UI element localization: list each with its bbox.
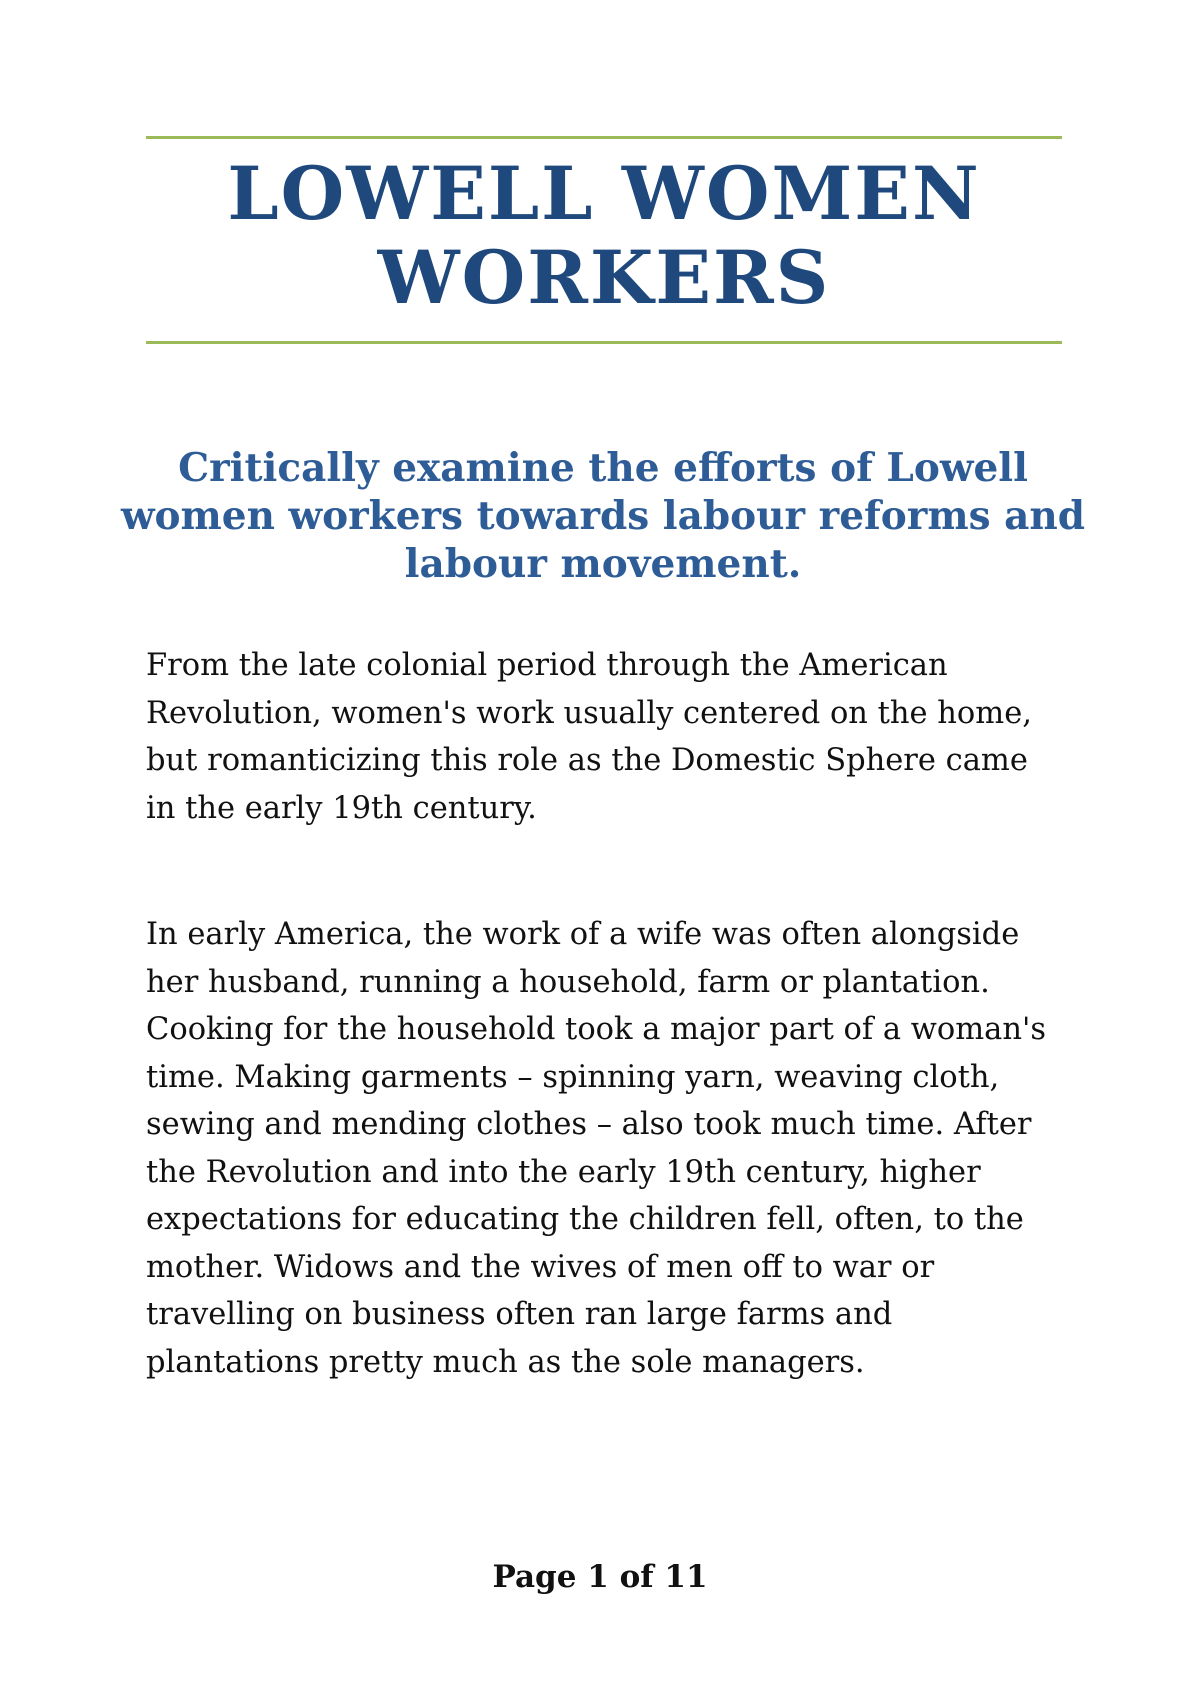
page-number-footer: Page 1 of 11 — [492, 1559, 708, 1595]
body-paragraph-2: In early America, the work of a wife was often alongside her husband, running a household, farm or plantation. Cooking for the household took a major part of a woman's time. Making garments – spinning yarn, weaving cloth, sewing and mending clothes – also took much time. After the Revolution and into the early 19th century, higher expectations for educating the children fell, often, to the mother. Widows and the wives of men off to war or travelling on business often ran large farms and plantations pretty much as the sole managers. — [146, 917, 1047, 1380]
body-paragraph-1: From the late colonial period through the American Revolution, women's work usually centered on the home, but romanticizing this role as the Domestic Sphere came in the early 19th century. — [146, 648, 1032, 826]
title-top-rule — [146, 136, 1062, 139]
document-title: LOWELL WOMEN WORKERS — [227, 151, 981, 321]
title-bottom-rule — [146, 341, 1062, 344]
document-subtitle: Critically examine the efforts of Lowell women workers towards labour reforms and labour movement. — [120, 445, 1086, 587]
